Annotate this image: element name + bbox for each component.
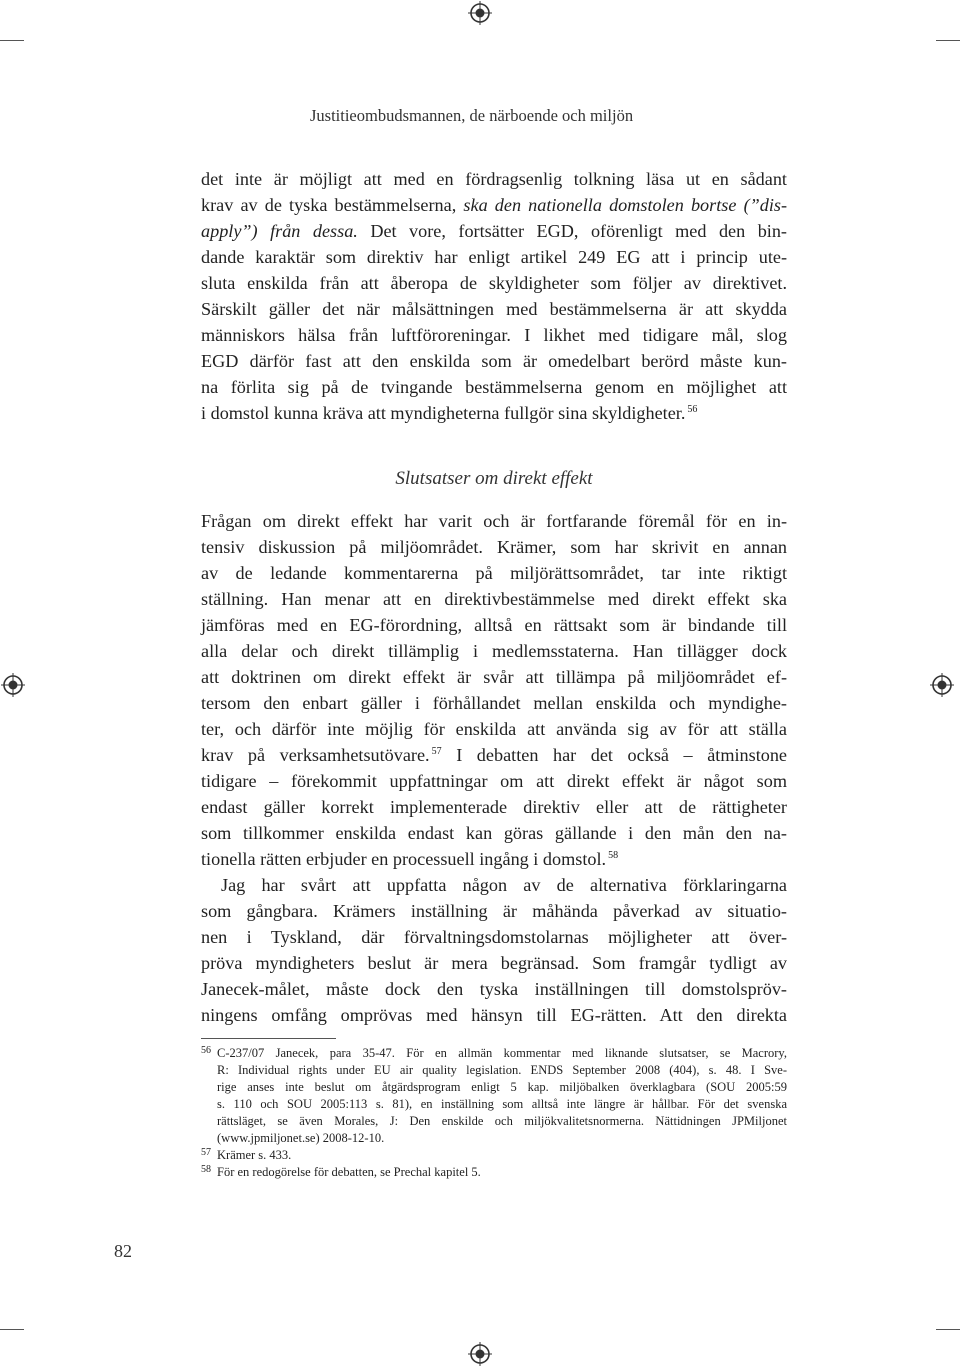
- text-line: Särskilt gäller det när målsättningen med bestämmelserna är att skydda: [201, 299, 787, 319]
- footnote-text: [217, 1045, 787, 1147]
- text-line: som tillkommer enskilda endast kan göras gällande i den mån den na-: [201, 823, 787, 843]
- crop-mark-top-right: [936, 40, 960, 41]
- text-span: tionella rätten erbjuder en processuell ingång i domstol.: [201, 849, 607, 869]
- page-number: 82: [114, 1241, 132, 1261]
- text-line: [201, 742, 787, 768]
- italic-span: ska den nationella domstolen bortse (”dis-: [463, 195, 788, 215]
- text-span: krav på verksamhetsutövare.: [201, 745, 430, 765]
- paragraph-1: [201, 166, 787, 426]
- paragraph-3: [201, 872, 787, 1028]
- crop-mark-top-left: [0, 40, 24, 41]
- text-line: pröva myndigheters beslut är mera begränsad. Som framgår tydligt av: [201, 953, 787, 973]
- footnote-ref-57[interactable]: 57: [431, 746, 442, 757]
- text-line: människors hälsa från luftföroreningar. I likhet med tidigare mål, slog: [201, 325, 787, 345]
- text-line: ter, och därför inte möjlig för enskilda att använda sig av för att ställa: [201, 719, 787, 739]
- section-heading: Slutsatser om direkt effekt: [395, 468, 593, 489]
- footnote-number: 58: [201, 1164, 211, 1175]
- paragraph-2: [201, 508, 787, 872]
- text-line: ningens omfång omprövas med hänsyn till EG-rätten. Att den direkta: [201, 1005, 787, 1025]
- text-span: krav av de tyska bestämmelserna,: [201, 195, 457, 215]
- footnote-line: s. 110 och SOU 2005:113 s. 81), en inställning som alltså inte längre är hållbar. För det svenska: [217, 1097, 787, 1111]
- text-span: I debatten har det också – åtminstone: [456, 745, 788, 765]
- text-line: [201, 846, 787, 872]
- text-line: Frågan om direkt effekt har varit och är fortfarande föremål för en in-: [201, 511, 787, 531]
- footnote-line: C-237/07 Janecek, para 35-47. För en allmän kommentar med liknande slutsatser, se Macrory,: [217, 1046, 787, 1060]
- text-line: Janecek-målet, måste dock den tyska inställningen till domstolspröv-: [201, 979, 787, 999]
- text-line: na förlita sig på de tvingande bestämmelserna genom en möjlighet att: [201, 377, 787, 397]
- registration-mark-right-icon: [929, 672, 955, 698]
- text-line: tersom den enbart gäller i förhållandet mellan enskilda och myndighe-: [201, 693, 787, 713]
- text-line: dande karaktär som direktiv har enligt artikel 249 EG att i princip ute-: [201, 247, 787, 267]
- footnote-56: [201, 1045, 787, 1147]
- text-line: att doktrinen om direkt effekt är svår att tillämpa på miljöområdet ef-: [201, 667, 787, 687]
- text-line: [201, 218, 787, 244]
- text-line: Jag har svårt att uppfatta någon av de alternativa förklaringarna: [221, 875, 787, 895]
- text-line: det inte är möjligt att med en fördragsenlig tolkning läsa ut en sådant: [201, 169, 787, 189]
- text-line: sluta enskilda från att åberopa de skyldigheter som följer av direktivet.: [201, 273, 787, 293]
- crop-mark-bottom-right: [936, 1329, 960, 1330]
- footnote-number: 57: [201, 1147, 211, 1158]
- text-line: jämföras med en EG-förordning, alltså en rättsakt som är bindande till: [201, 615, 787, 635]
- text-line: [201, 192, 787, 218]
- italic-span: apply”) från dessa.: [201, 221, 358, 241]
- registration-mark-left-icon: [0, 672, 26, 698]
- text-line: EGD därför fast att den enskilda som är omedelbart berörd måste kun-: [201, 351, 787, 371]
- footnotes: [201, 1045, 787, 1181]
- text-line: tensiv diskussion på miljöområdet. Krämer, som har skrivit en annan: [201, 537, 787, 557]
- registration-mark-bottom-icon: [467, 1341, 493, 1367]
- footnote-57: [201, 1147, 787, 1164]
- text-line: endast gäller korrekt implementerade direktiv eller att de rättigheter: [201, 797, 787, 817]
- footnote-line: rättsläget, se även Morales, J: Den enskilde och miljökvalitetsnormerna. Nättidningen JPMiljonet: [217, 1114, 787, 1128]
- text-line: ställning. Han menar att en direktivbestämmelse med direkt effekt ska: [201, 589, 787, 609]
- footnote-ref-58[interactable]: 58: [608, 850, 619, 861]
- running-head: Justitieombudsmannen, de närboende och miljön: [310, 106, 634, 125]
- text-line: [201, 400, 787, 426]
- footnote-ref-56[interactable]: 56: [687, 404, 698, 415]
- footnote-number: 56: [201, 1045, 211, 1056]
- footnote-line: (www.jpmiljonet.se) 2008-12-10.: [217, 1131, 385, 1145]
- registration-mark-top-icon: [467, 0, 493, 26]
- footnote-line: rige anses inte beslut om åtgärdsprogram enligt 5 kap. miljöbalken överklagbara (SOU 2005:59: [217, 1080, 787, 1094]
- text-line: av de ledande kommentarerna på miljörättsområdet, tar inte riktigt: [201, 563, 787, 583]
- text-span: i domstol kunna kräva att myndigheterna fullgör sina skyldigheter.: [201, 403, 686, 423]
- footnote-line: R: Individual rights under EU air quality legislation. ENDS September 2008 (404), s. 48. I Sve-: [217, 1063, 787, 1077]
- text-line: nen i Tyskland, där förvaltningsdomstolarnas möjligheter att över-: [201, 927, 787, 947]
- footnote-text: För en redogörelse för debatten, se Prechal kapitel 5.: [217, 1165, 481, 1179]
- text-line: som gångbara. Krämers inställning är måhända påverkad av situatio-: [201, 901, 787, 921]
- crop-mark-bottom-left: [0, 1329, 24, 1330]
- footnote-rule: [201, 1038, 336, 1039]
- footnote-text: Krämer s. 433.: [217, 1148, 292, 1162]
- text-span: Det vore, fortsätter EGD, oförenligt med den bin-: [370, 221, 787, 241]
- text-line: alla delar och direkt tillämplig i medlemsstaterna. Han tillägger dock: [201, 641, 787, 661]
- footnote-58: [201, 1164, 787, 1181]
- text-line: tidigare – förekommit uppfattningar om att direkt effekt är något som: [201, 771, 787, 791]
